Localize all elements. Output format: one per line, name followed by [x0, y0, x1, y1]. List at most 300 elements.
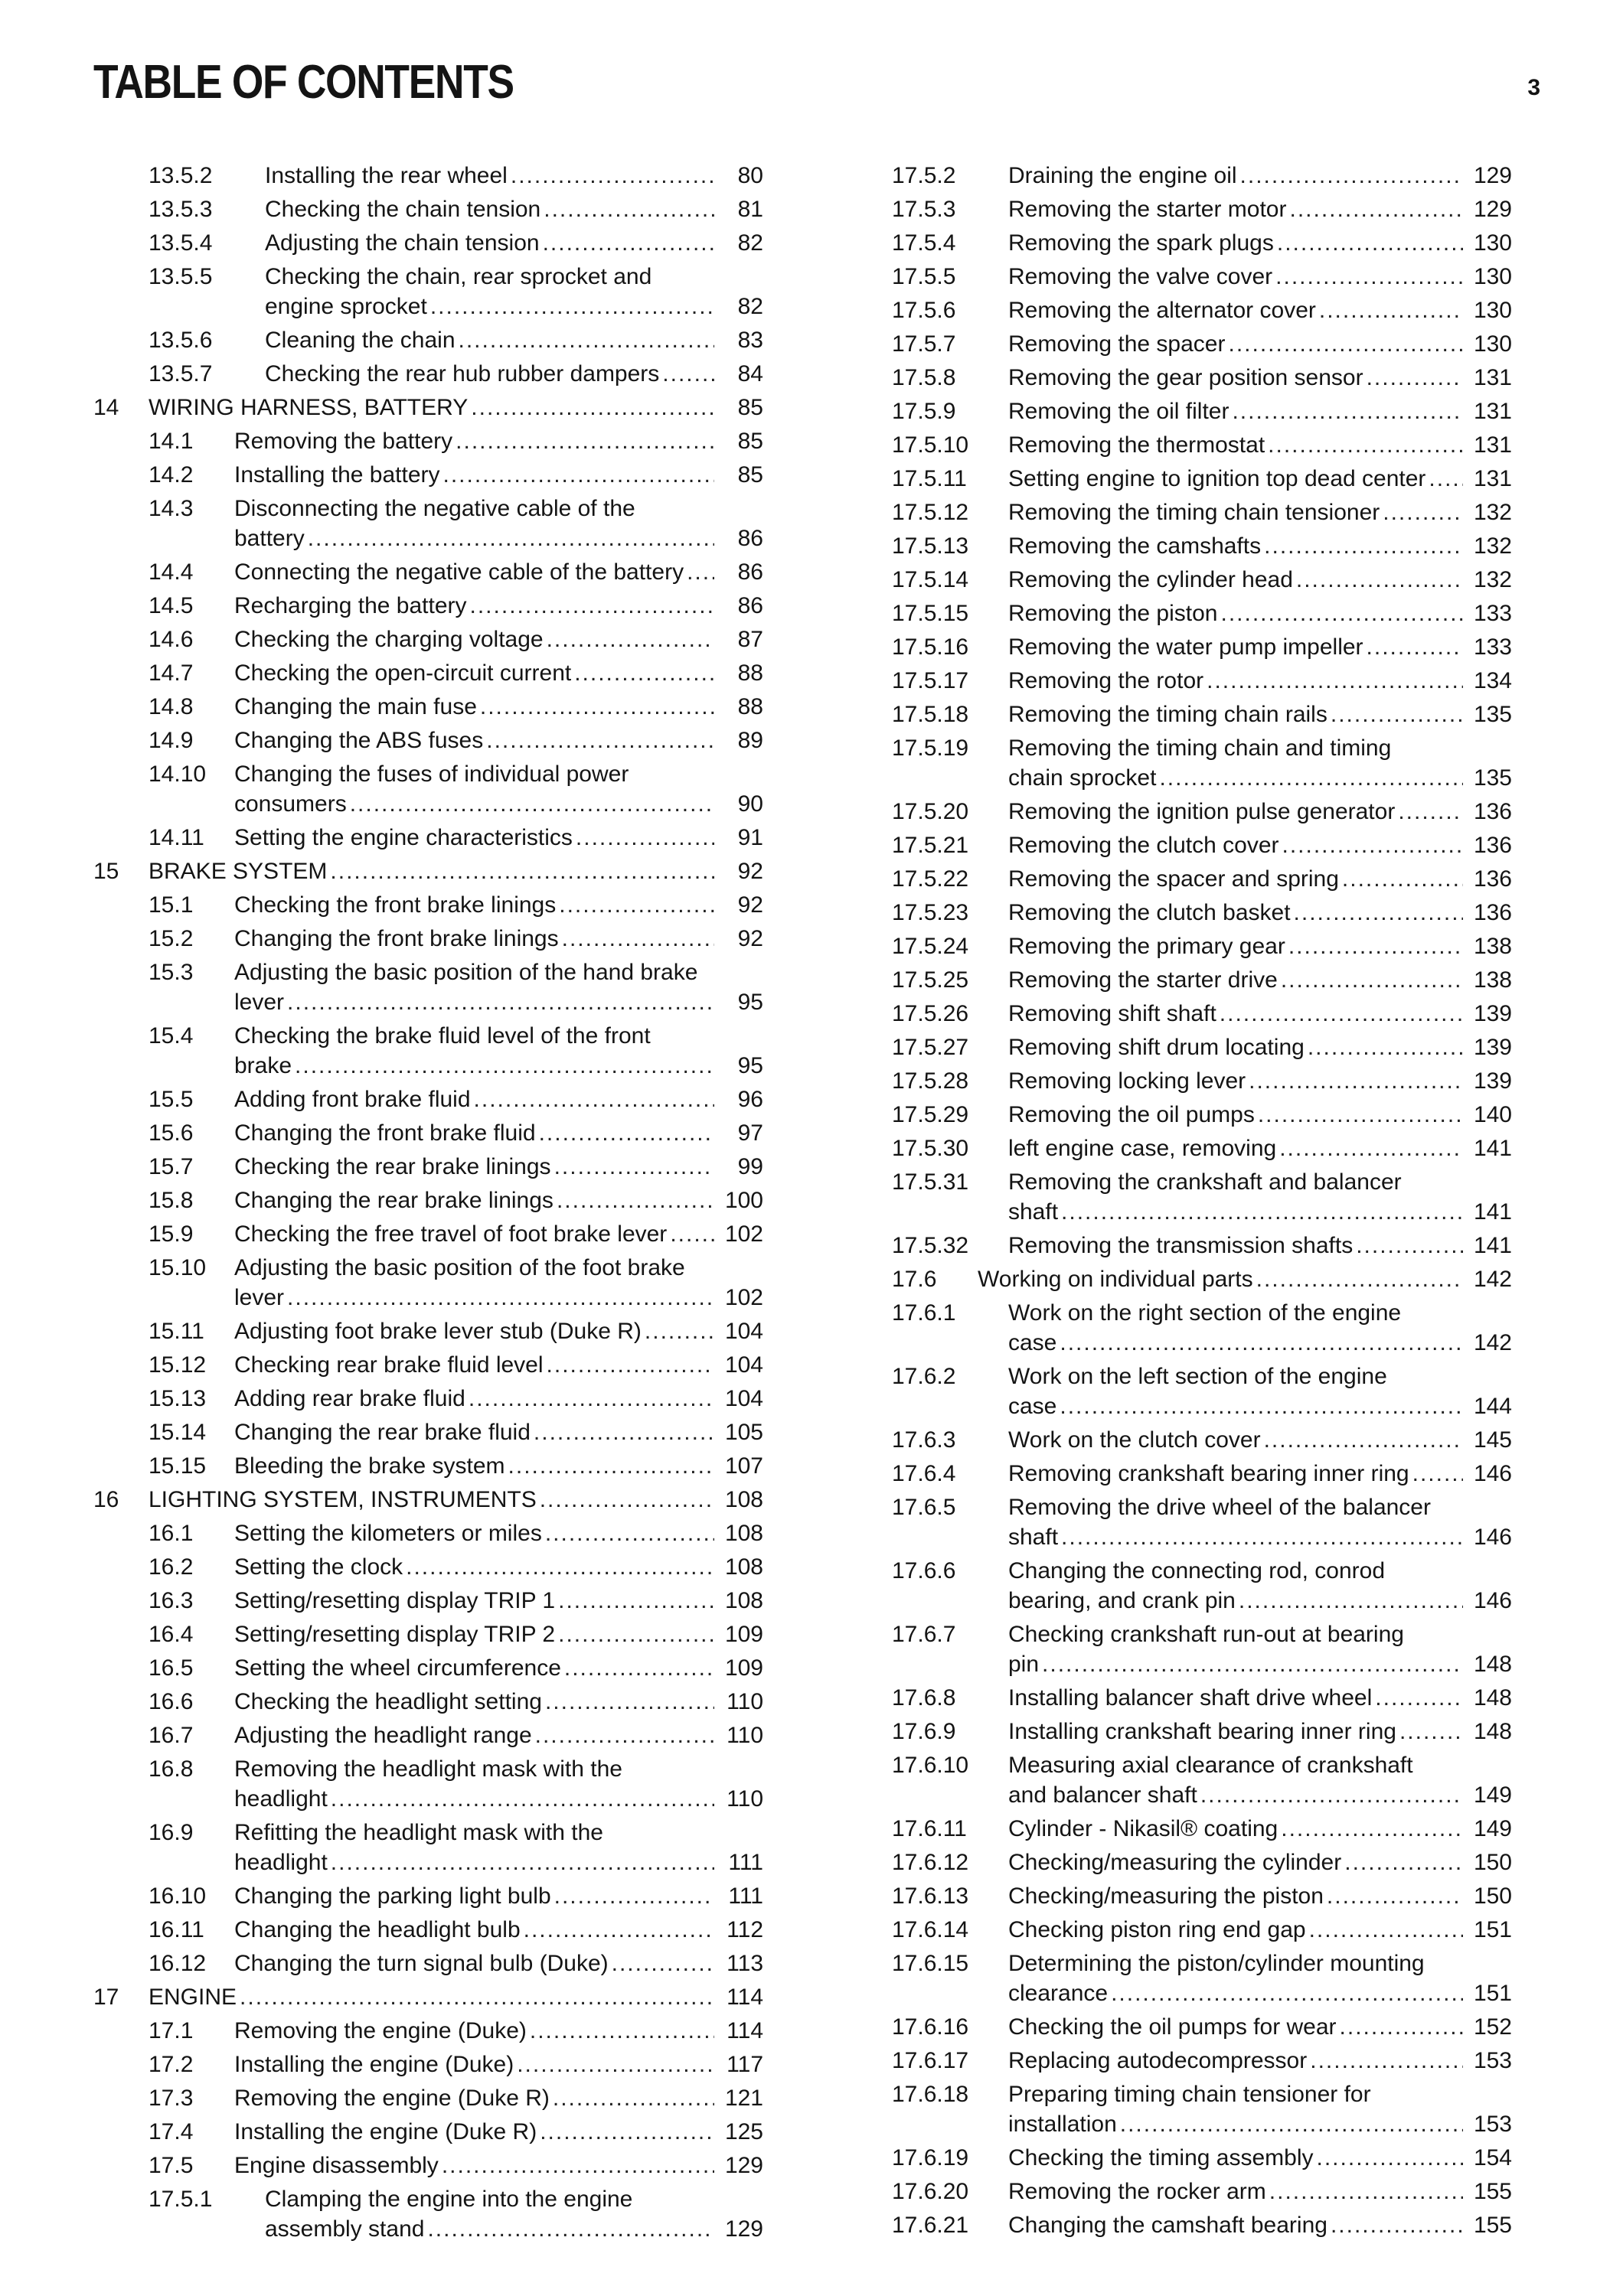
- toc-entry[interactable]: [892, 1167, 1512, 1227]
- toc-entry[interactable]: [93, 1084, 763, 1114]
- toc-entry-page: 86: [737, 526, 763, 551]
- toc-entry[interactable]: [93, 2083, 763, 2113]
- toc-entry-number: 15: [93, 859, 119, 884]
- toc-entry-number: 14.11: [149, 825, 204, 850]
- toc-entry[interactable]: [892, 497, 1512, 527]
- toc-entry-title: Changing the parking light bulb: [234, 1883, 551, 1909]
- dot-leader: [540, 1485, 714, 1515]
- toc-entry-title: Adjusting the headlight range: [234, 1723, 532, 1748]
- toc-entry-page: 155: [1473, 2179, 1512, 2204]
- toc-entry[interactable]: [892, 464, 1512, 494]
- toc-entry-number: 17.5.19: [892, 735, 969, 761]
- toc-entry[interactable]: [93, 1316, 763, 1346]
- toc-entry[interactable]: [892, 295, 1512, 325]
- toc-entry-page: 135: [1473, 765, 1512, 791]
- toc-entry[interactable]: [93, 1586, 763, 1616]
- toc-entry[interactable]: [892, 931, 1512, 961]
- toc-entry-page: 130: [1473, 331, 1512, 357]
- toc-entry-page: 131: [1473, 399, 1512, 424]
- toc-entry-number: 17.5.2: [892, 163, 956, 188]
- toc-entry-number: 17.6.2: [892, 1364, 956, 1389]
- toc-entry[interactable]: [892, 1133, 1512, 1163]
- toc-entry-page: 95: [737, 990, 763, 1015]
- toc-entry-page: 151: [1473, 1917, 1512, 1942]
- toc-entry-number: 14.5: [149, 593, 194, 618]
- toc-entry-title: Removing the engine (Duke R): [234, 2086, 550, 2111]
- dot-leader: [1220, 999, 1463, 1029]
- toc-entry-page: 111: [728, 1850, 763, 1875]
- toc-entry-title: Removing the clutch basket: [1008, 900, 1291, 925]
- toc-entry[interactable]: [93, 625, 763, 654]
- dot-leader: [524, 1915, 714, 1945]
- toc-entry-number: 15.7: [149, 1154, 194, 1179]
- dot-leader: [1412, 1459, 1463, 1489]
- toc-left-column: [93, 161, 763, 2248]
- toc-entry[interactable]: [892, 700, 1512, 729]
- dot-leader: [547, 1350, 714, 1380]
- toc-entry-number: 17.6.16: [892, 2014, 969, 2040]
- toc-entry[interactable]: [892, 830, 1512, 860]
- toc-entry[interactable]: [93, 726, 763, 755]
- toc-entry-number: 16.1: [149, 1521, 194, 1546]
- toc-entry-title: Removing the battery: [234, 429, 453, 454]
- toc-entry-page: 104: [724, 1352, 763, 1378]
- toc-entry[interactable]: [93, 426, 763, 456]
- toc-entry-number: 17.6.11: [892, 1816, 967, 1841]
- toc-entry-page: 82: [737, 230, 763, 256]
- toc-entry-number: 17.6.1: [892, 1300, 956, 1326]
- toc-entry[interactable]: [93, 1653, 763, 1683]
- toc-entry-page: 150: [1473, 1883, 1512, 1909]
- toc-entry-number: 17.5.32: [892, 1233, 969, 1258]
- dot-leader: [544, 194, 714, 224]
- dot-leader: [1398, 797, 1463, 827]
- toc-entry[interactable]: [93, 1915, 763, 1945]
- toc-entry-page: 112: [727, 1917, 763, 1942]
- dot-leader: [1288, 931, 1463, 961]
- dot-leader: [1268, 430, 1463, 460]
- toc-entry-number: 17.6.15: [892, 1951, 969, 1976]
- toc-entry-title: Clamping the engine into the engine: [265, 2187, 633, 2212]
- toc-entry[interactable]: [892, 632, 1512, 662]
- toc-entry[interactable]: [93, 1350, 763, 1380]
- toc-entry-number: 15.12: [149, 1352, 207, 1378]
- toc-entry-page: 111: [728, 1883, 763, 1909]
- toc-entry-page: 92: [737, 926, 763, 951]
- dot-leader: [1309, 1915, 1463, 1945]
- toc-entry-title: Changing the ABS fuses: [234, 728, 484, 753]
- toc-entry-page: 114: [727, 1985, 763, 2010]
- toc-entry[interactable]: [93, 856, 763, 886]
- toc-entry[interactable]: [93, 262, 763, 321]
- toc-entry[interactable]: [93, 1518, 763, 1548]
- toc-entry[interactable]: [892, 1264, 1512, 1294]
- toc-entry-number: 17.5.20: [892, 799, 969, 824]
- toc-entry-page: 154: [1473, 2145, 1512, 2170]
- toc-entry-number: 17.5.29: [892, 1102, 969, 1127]
- dot-leader: [295, 1051, 714, 1081]
- toc-entry-title: engine sprocket: [265, 294, 427, 319]
- toc-right-column: [892, 161, 1512, 2244]
- toc-entry[interactable]: [892, 2079, 1512, 2139]
- toc-entry-number: 15.3: [149, 960, 194, 985]
- toc-entry[interactable]: [892, 1100, 1512, 1130]
- toc-entry-number: 17.5.31: [892, 1169, 969, 1195]
- toc-entry-number: 17.5.25: [892, 967, 969, 993]
- toc-entry[interactable]: [93, 2151, 763, 2180]
- toc-entry-title: Cleaning the chain: [265, 328, 456, 353]
- toc-entry-title: Checking/measuring the cylinder: [1008, 1850, 1342, 1875]
- toc-entry-number: 17.1: [149, 2018, 194, 2043]
- toc-entry[interactable]: [892, 1459, 1512, 1489]
- toc-entry[interactable]: [892, 1949, 1512, 2008]
- toc-entry[interactable]: [93, 1417, 763, 1447]
- toc-entry-title: case: [1008, 1330, 1057, 1355]
- toc-entry-title: and balancer shaft: [1008, 1782, 1197, 1808]
- toc-entry-number: 17.3: [149, 2086, 194, 2111]
- toc-entry[interactable]: [93, 591, 763, 621]
- dot-leader: [539, 1118, 714, 1148]
- toc-entry-number: 17.4: [149, 2119, 194, 2144]
- toc-entry-page: 138: [1473, 934, 1512, 959]
- toc-entry[interactable]: [892, 1750, 1512, 1810]
- toc-entry[interactable]: [93, 1219, 763, 1249]
- dot-leader: [287, 987, 714, 1017]
- toc-entry-page: 146: [1473, 1588, 1512, 1613]
- toc-entry-title: Adjusting the basic position of the foot brake: [234, 1255, 685, 1280]
- toc-entry[interactable]: [892, 1231, 1512, 1261]
- dot-leader: [1331, 2210, 1463, 2240]
- toc-entry-number: 17.5.30: [892, 1136, 969, 1161]
- toc-entry[interactable]: [93, 1384, 763, 1414]
- dot-leader: [662, 359, 714, 389]
- toc-entry[interactable]: [892, 194, 1512, 224]
- toc-entry-page: 88: [737, 660, 763, 686]
- toc-entry[interactable]: [93, 957, 763, 1017]
- toc-entry[interactable]: [892, 1032, 1512, 1062]
- toc-entry[interactable]: [892, 898, 1512, 928]
- toc-entry[interactable]: [93, 1982, 763, 2012]
- toc-entry-title: pin: [1008, 1652, 1040, 1677]
- dot-leader: [1111, 1978, 1463, 2008]
- toc-entry-title: Removing the water pump impeller: [1008, 634, 1363, 660]
- toc-entry[interactable]: [892, 1717, 1512, 1746]
- toc-entry[interactable]: [892, 2210, 1512, 2240]
- toc-entry[interactable]: [892, 2012, 1512, 2042]
- toc-entry[interactable]: [892, 999, 1512, 1029]
- toc-entry-title: shaft: [1008, 1199, 1059, 1225]
- toc-entry[interactable]: [93, 194, 763, 224]
- toc-entry[interactable]: [892, 2177, 1512, 2206]
- toc-entry[interactable]: [93, 1949, 763, 1978]
- dot-leader: [1344, 1848, 1463, 1877]
- dot-leader: [1159, 763, 1463, 793]
- toc-entry-page: 149: [1473, 1816, 1512, 1841]
- toc-entry-title: Removing the valve cover: [1008, 264, 1273, 289]
- toc-entry-title: Checking the oil pumps for wear: [1008, 2014, 1337, 2040]
- toc-entry[interactable]: [93, 759, 763, 819]
- toc-entry-title: Setting/resetting display TRIP 1: [234, 1588, 556, 1613]
- toc-entry[interactable]: [93, 1881, 763, 1911]
- toc-entry-page: 90: [737, 791, 763, 817]
- toc-entry-title: left engine case, removing: [1008, 1136, 1277, 1161]
- toc-entry[interactable]: [892, 329, 1512, 359]
- toc-entry[interactable]: [892, 430, 1512, 460]
- toc-entry-page: 108: [724, 1588, 763, 1613]
- dot-leader: [540, 2117, 714, 2147]
- dot-leader: [547, 625, 714, 654]
- toc-entry[interactable]: [892, 1362, 1512, 1421]
- toc-entry[interactable]: [93, 1253, 763, 1313]
- toc-entry-number: 17.5.1: [149, 2187, 213, 2212]
- dot-leader: [1296, 565, 1463, 595]
- toc-entry-number: 17.6.12: [892, 1850, 969, 1875]
- toc-entry-page: 125: [724, 2119, 763, 2144]
- toc-entry[interactable]: [892, 565, 1512, 595]
- toc-entry-number: 17.6.4: [892, 1461, 956, 1486]
- toc-entry-title: Working on individual parts: [978, 1267, 1253, 1292]
- toc-entry-title: Setting the engine characteristics: [234, 825, 573, 850]
- toc-entry-page: 86: [737, 593, 763, 618]
- toc-entry-page: 110: [727, 1723, 763, 1748]
- toc-entry-title: Checking the headlight setting: [234, 1689, 542, 1714]
- toc-entry[interactable]: [93, 2050, 763, 2079]
- toc-entry[interactable]: [892, 797, 1512, 827]
- toc-entry-page: 86: [737, 559, 763, 585]
- toc-entry-number: 17.5.26: [892, 1001, 969, 1026]
- toc-entry-number: 17.5.8: [892, 365, 956, 390]
- dot-leader: [530, 2016, 714, 2046]
- dot-leader: [534, 1417, 714, 1447]
- toc-entry[interactable]: [93, 557, 763, 587]
- toc-entry-number: 15.11: [149, 1319, 204, 1344]
- toc-entry[interactable]: [892, 1881, 1512, 1911]
- toc-entry-title: Removing the alternator cover: [1008, 298, 1316, 323]
- toc-entry-number: 15.2: [149, 926, 194, 951]
- toc-entry-number: 13.5.3: [149, 197, 213, 222]
- toc-entry[interactable]: [892, 1915, 1512, 1945]
- toc-entry[interactable]: [93, 823, 763, 853]
- toc-entry-page: 139: [1473, 1001, 1512, 1026]
- toc-entry-number: 17.5.3: [892, 197, 956, 222]
- toc-entry-number: 14.3: [149, 496, 194, 521]
- toc-entry[interactable]: [892, 1425, 1512, 1455]
- dot-leader: [562, 924, 714, 954]
- toc-entry-title: Removing the ignition pulse generator: [1008, 799, 1396, 824]
- toc-entry[interactable]: [93, 460, 763, 490]
- toc-entry-title: Checking the rear hub rubber dampers: [265, 361, 660, 386]
- toc-entry-number: 17.5.13: [892, 533, 969, 559]
- toc-entry-page: 139: [1473, 1068, 1512, 1094]
- toc-entry-number: 14.9: [149, 728, 194, 753]
- toc-entry[interactable]: [93, 658, 763, 688]
- toc-entry[interactable]: [93, 1754, 763, 1814]
- toc-entry-page: 132: [1473, 533, 1512, 559]
- toc-entry[interactable]: [892, 864, 1512, 894]
- toc-entry-title: Removing the timing chain and timing: [1008, 735, 1392, 761]
- toc-entry[interactable]: [93, 1818, 763, 1877]
- dot-leader: [554, 1881, 714, 1911]
- toc-entry-page: 133: [1473, 601, 1512, 626]
- toc-entry-title: Removing the drive wheel of the balancer: [1008, 1495, 1431, 1520]
- toc-entry-title: Removing the primary gear: [1008, 934, 1285, 959]
- dot-leader: [553, 2083, 714, 2113]
- toc-entry-title: Changing the connecting rod, conrod: [1008, 1558, 1386, 1583]
- dot-leader: [564, 1653, 714, 1683]
- toc-entry[interactable]: [892, 161, 1512, 191]
- toc-entry-page: 129: [1473, 197, 1512, 222]
- toc-entry-page: 83: [737, 328, 763, 353]
- toc-entry[interactable]: [93, 890, 763, 920]
- toc-entry[interactable]: [93, 1552, 763, 1582]
- dot-leader: [1239, 1586, 1463, 1616]
- toc-entry[interactable]: [892, 666, 1512, 696]
- toc-entry[interactable]: [93, 1152, 763, 1182]
- dot-leader: [1319, 295, 1463, 325]
- toc-entry-page: 129: [724, 2216, 763, 2242]
- toc-entry-page: 88: [737, 694, 763, 719]
- toc-entry[interactable]: [93, 924, 763, 954]
- toc-entry-page: 87: [737, 627, 763, 652]
- toc-entry-title: headlight: [234, 1786, 328, 1812]
- toc-entry-number: 17.6.19: [892, 2145, 969, 2170]
- toc-entry[interactable]: [93, 2184, 763, 2244]
- toc-entry-number: 16.5: [149, 1655, 194, 1681]
- toc-entry-page: 121: [724, 2086, 763, 2111]
- toc-entry-title: Changing the rear brake linings: [234, 1188, 554, 1213]
- toc-entry[interactable]: [93, 325, 763, 355]
- toc-entry-number: 17.6: [892, 1267, 937, 1292]
- toc-entry[interactable]: [93, 161, 763, 191]
- toc-entry-title: Installing the battery: [234, 462, 440, 488]
- toc-entry[interactable]: [892, 262, 1512, 292]
- page-title: TABLE OF CONTENTS: [93, 56, 514, 109]
- toc-entry[interactable]: [892, 1492, 1512, 1552]
- toc-entry[interactable]: [892, 1298, 1512, 1358]
- toc-entry[interactable]: [93, 2117, 763, 2147]
- toc-entry[interactable]: [892, 531, 1512, 561]
- dot-leader: [1221, 598, 1464, 628]
- toc-entry-number: 17.6.8: [892, 1685, 956, 1711]
- toc-entry-page: 138: [1473, 967, 1512, 993]
- toc-entry-page: 110: [727, 1786, 763, 1812]
- toc-entry-page: 130: [1473, 264, 1512, 289]
- toc-entry[interactable]: [93, 1687, 763, 1717]
- dot-leader: [1060, 1328, 1463, 1358]
- toc-entry[interactable]: [892, 2046, 1512, 2076]
- toc-entry-title: Checking the charging voltage: [234, 627, 544, 652]
- toc-entry-number: 14.10: [149, 762, 207, 787]
- dot-leader: [1399, 1717, 1463, 1746]
- toc-entry-title: Changing the front brake linings: [234, 926, 559, 951]
- toc-entry[interactable]: [892, 965, 1512, 995]
- toc-entry[interactable]: [892, 1556, 1512, 1616]
- toc-entry[interactable]: [93, 393, 763, 422]
- toc-entry[interactable]: [93, 1720, 763, 1750]
- toc-entry-number: 16.11: [149, 1917, 204, 1942]
- toc-entry[interactable]: [892, 396, 1512, 426]
- dot-leader: [535, 1720, 714, 1750]
- toc-entry-title: Adjusting the chain tension: [265, 230, 540, 256]
- toc-entry-page: 105: [724, 1420, 763, 1445]
- toc-entry[interactable]: [892, 1683, 1512, 1713]
- toc-entry-page: 135: [1473, 702, 1512, 727]
- toc-entry[interactable]: [93, 2016, 763, 2046]
- toc-entry-number: 17.5.4: [892, 230, 956, 256]
- toc-entry-number: 15.14: [149, 1420, 207, 1445]
- dot-leader: [1317, 2143, 1463, 2173]
- toc-entry-number: 15.10: [149, 1255, 207, 1280]
- dot-leader: [474, 1084, 714, 1114]
- toc-entry-number: 17.5.15: [892, 601, 969, 626]
- toc-entry-page: 131: [1473, 466, 1512, 491]
- toc-entry-number: 17.6.20: [892, 2179, 969, 2204]
- toc-entry-page: 131: [1473, 432, 1512, 458]
- toc-entry-number: 17.5.12: [892, 500, 969, 525]
- toc-entry-number: 16.9: [149, 1820, 194, 1845]
- toc-entry-page: 142: [1473, 1330, 1512, 1355]
- toc-entry-page: 85: [737, 462, 763, 488]
- dot-leader: [1256, 1264, 1463, 1294]
- toc-entry-title: battery: [234, 526, 305, 551]
- toc-entry[interactable]: [892, 1848, 1512, 1877]
- toc-entry-number: 17.6.5: [892, 1495, 956, 1520]
- toc-entry[interactable]: [93, 228, 763, 258]
- toc-entry[interactable]: [892, 1814, 1512, 1844]
- toc-entry[interactable]: [892, 363, 1512, 393]
- toc-entry-page: 153: [1473, 2112, 1512, 2137]
- toc-entry-title: Connecting the negative cable of the battery: [234, 559, 684, 585]
- toc-entry-number: 17.5.22: [892, 866, 969, 892]
- toc-entry-number: 17.2: [149, 2052, 194, 2077]
- toc-entry-page: 91: [737, 825, 763, 850]
- toc-entry[interactable]: [93, 1485, 763, 1515]
- toc-entry[interactable]: [892, 733, 1512, 793]
- toc-entry-title: Changing the turn signal bulb (Duke): [234, 1951, 609, 1976]
- toc-entry-title: Checking the open-circuit current: [234, 660, 572, 686]
- toc-entry-page: 139: [1473, 1035, 1512, 1060]
- toc-entry-title: Work on the right section of the engine: [1008, 1300, 1402, 1326]
- dot-leader: [1228, 329, 1463, 359]
- toc-entry[interactable]: [892, 1619, 1512, 1679]
- toc-entry[interactable]: [892, 2143, 1512, 2173]
- toc-entry-title: Checking the front brake linings: [234, 892, 557, 918]
- toc-entry[interactable]: [93, 1186, 763, 1215]
- dot-leader: [469, 1384, 714, 1414]
- dot-leader: [645, 1316, 714, 1346]
- toc-entry[interactable]: [93, 1118, 763, 1148]
- toc-entry[interactable]: [93, 692, 763, 722]
- toc-entry[interactable]: [93, 494, 763, 553]
- toc-entry-title: Removing crankshaft bearing inner ring: [1008, 1461, 1409, 1486]
- toc-entry-number: 13.5.2: [149, 163, 213, 188]
- toc-entry[interactable]: [93, 1451, 763, 1481]
- toc-entry[interactable]: [892, 228, 1512, 258]
- toc-entry[interactable]: [892, 598, 1512, 628]
- toc-entry-title: BRAKE SYSTEM: [149, 859, 328, 884]
- toc-entry[interactable]: [93, 1619, 763, 1649]
- toc-entry-number: 15.13: [149, 1386, 207, 1411]
- toc-entry[interactable]: [892, 1066, 1512, 1096]
- toc-entry-title: Removing the starter motor: [1008, 197, 1287, 222]
- toc-entry-page: 130: [1473, 298, 1512, 323]
- toc-entry[interactable]: [93, 359, 763, 389]
- toc-entry-title: Removing the starter drive: [1008, 967, 1278, 993]
- dot-leader: [471, 393, 714, 422]
- toc-entry[interactable]: [93, 1021, 763, 1081]
- toc-entry-number: 14.2: [149, 462, 194, 488]
- dot-leader: [558, 1619, 714, 1649]
